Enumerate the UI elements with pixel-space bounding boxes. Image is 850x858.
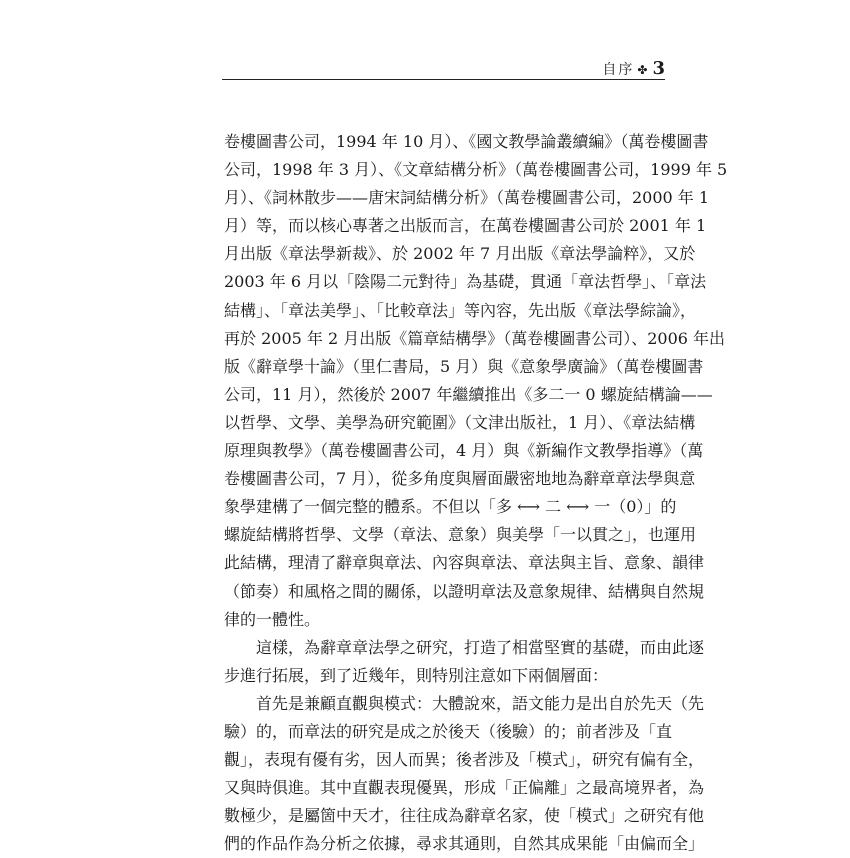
text-line: 2003 年 6 月以「陰陽二元對待」為基礎，貫通「章法哲學」、「章法 (224, 272, 707, 292)
header-rule (222, 79, 665, 80)
paragraph-start-line: 首先是兼顧直觀與模式：大體說來，語文能力是出自於先天（先 (256, 693, 705, 713)
text-line: 原理與教學》（萬卷樓圖書公司，4 月）與《新編作文教學指導》（萬 (224, 441, 704, 461)
text-line: 觀」，表現有優有劣，因人而異；後者涉及「模式」，研究有偏有全， (224, 750, 705, 770)
text-line: 以哲學、文學、美學為研究範圍》（文津出版社，1 月）、《章法結構 (224, 412, 696, 432)
text-line: 步進行拓展，到了近幾年，則特別注意如下兩個層面： (224, 665, 609, 685)
text-line: 再於 2005 年 2 月出版《篇章結構學》（萬卷樓圖書公司）、2006 年出 (224, 328, 726, 348)
text-line: 公司，11 月），然後於 2007 年繼續推出《多二一 0 螺旋結構論—— (224, 384, 713, 404)
text-line: 卷樓圖書公司，7 月），從多角度與層面嚴密地地為辭章章法學與意 (224, 469, 696, 489)
paragraph-start-line: 這樣，為辭章章法學之研究，打造了相當堅實的基礎，而由此逐 (256, 637, 705, 657)
text-line: 們的作品作為分析之依據，尋求其通則，自然其成果能「由偏而全」 (224, 834, 705, 854)
running-header (0, 58, 665, 80)
text-line: 數極少，是屬箇中天才，往往成為辭章名家，使「模式」之研究有他 (224, 806, 705, 826)
text-line: 此結構，理清了辭章與章法、內容與章法、章法與主旨、意象、韻律 (224, 553, 705, 573)
text-line: （節奏）和風格之間的關係，以證明章法及意象規律、結構與自然規 (224, 581, 705, 601)
text-line: 驗）的，而章法的研究是成之於後天（後驗）的；前者涉及「直 (224, 721, 673, 741)
text-line: 螺旋結構將哲學、文學（章法、意象）與美學「一以貫之」，也運用 (224, 525, 697, 545)
text-line: 又與時俱進。其中直觀表現優異，形成「正偏離」之最高境界者，為 (224, 778, 705, 798)
text-line: 版《辭章學十論》（里仁書局，5 月）與《意象學廣論》（萬卷樓圖書 (224, 356, 704, 376)
ornament-icon: ✤ (637, 63, 650, 77)
page-body (224, 128, 728, 858)
text-line: 結構」、「章法美學」、「比較章法」等內容，先出版《章法學綜論》， (224, 300, 697, 320)
page-number: 3 (652, 58, 665, 79)
header-title: 自序 (602, 62, 635, 78)
text-line: 象學建構了一個完整的體系。不但以「多 ⟷ 二 ⟷ 一（0）」的 (224, 497, 677, 517)
text-line: 月）等，而以核心專著之出版而言，在萬卷樓圖書公司於 2001 年 1 (224, 216, 707, 236)
text-line: 月）、《詞林散步——唐宋詞結構分析》（萬卷樓圖書公司，2000 年 1 (224, 188, 710, 208)
text-line: 卷樓圖書公司，1994 年 10 月）、《國文教學論叢續編》（萬卷樓圖書 (224, 132, 709, 151)
text-line: 月出版《章法學新裁》、於 2002 年 7 月出版《章法學論粹》，又於 (224, 244, 696, 264)
text-line: 公司，1998 年 3 月）、《文章結構分析》（萬卷樓圖書公司，1999 年 5 (224, 160, 728, 180)
text-line: 律的一體性。 (224, 609, 321, 629)
